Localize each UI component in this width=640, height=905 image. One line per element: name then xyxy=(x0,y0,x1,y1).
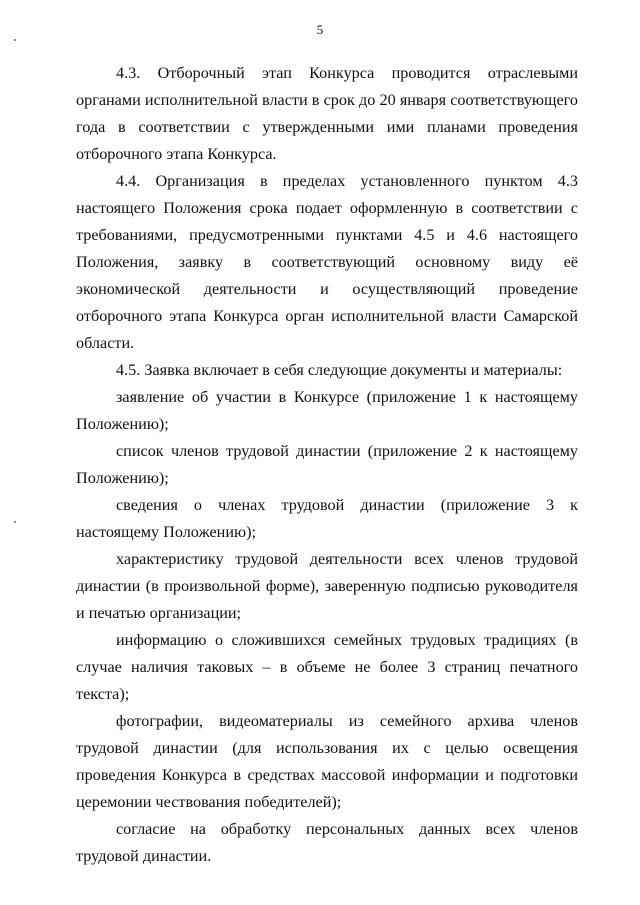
scan-mark xyxy=(14,521,16,523)
paragraph-4-4: 4.4. Организация в пределах установленного пунктом 4.3 настоящего Положения срока подает оформленную в соответствии с требованиями, предусмотренными пунктами 4.5 и 4.6 настоящего Положения, заявку в соответствующий основному виду её экономической деятельности и осуществляющий проведение отборочного этапа Конкурса орган исполнительной власти Самарской области. xyxy=(76,172,578,352)
list-item: согласие на обработку персональных данных всех членов трудовой династии. xyxy=(76,820,578,865)
list-item: сведения о членах трудовой династии (приложение 3 к настоящему Положению); xyxy=(76,496,578,541)
list-item: заявление об участии в Конкурсе (приложение 1 к настоящему Положению); xyxy=(76,388,578,433)
document-body xyxy=(76,60,578,870)
list-item: фотографии, видеоматериалы из семейного архива членов трудовой династии (для использования их с целью освещения проведения Конкурса в средствах массовой информации и подготовки церемонии чествования победителей); xyxy=(76,712,578,811)
paragraph-4-5: 4.5. Заявка включает в себя следующие документы и материалы: xyxy=(116,361,563,379)
list-item: информацию о сложившихся семейных трудовых традициях (в случае наличия таковых – в объеме не более 3 страниц печатного текста); xyxy=(76,631,578,703)
list-item: список членов трудовой династии (приложение 2 к настоящему Положению); xyxy=(76,442,578,487)
page-number: 5 xyxy=(316,22,324,37)
scan-mark xyxy=(14,39,16,41)
list-item: характеристику трудовой деятельности всех членов трудовой династии (в произвольной форме), заверенную подписью руководителя и печатью организации; xyxy=(76,550,578,622)
paragraph-4-3: 4.3. Отборочный этап Конкурса проводится отраслевыми органами исполнительной власти в срок до 20 января соответствующего года в соответствии с утвержденными ими планами проведения отборочного этапа Конкурса. xyxy=(76,64,578,163)
